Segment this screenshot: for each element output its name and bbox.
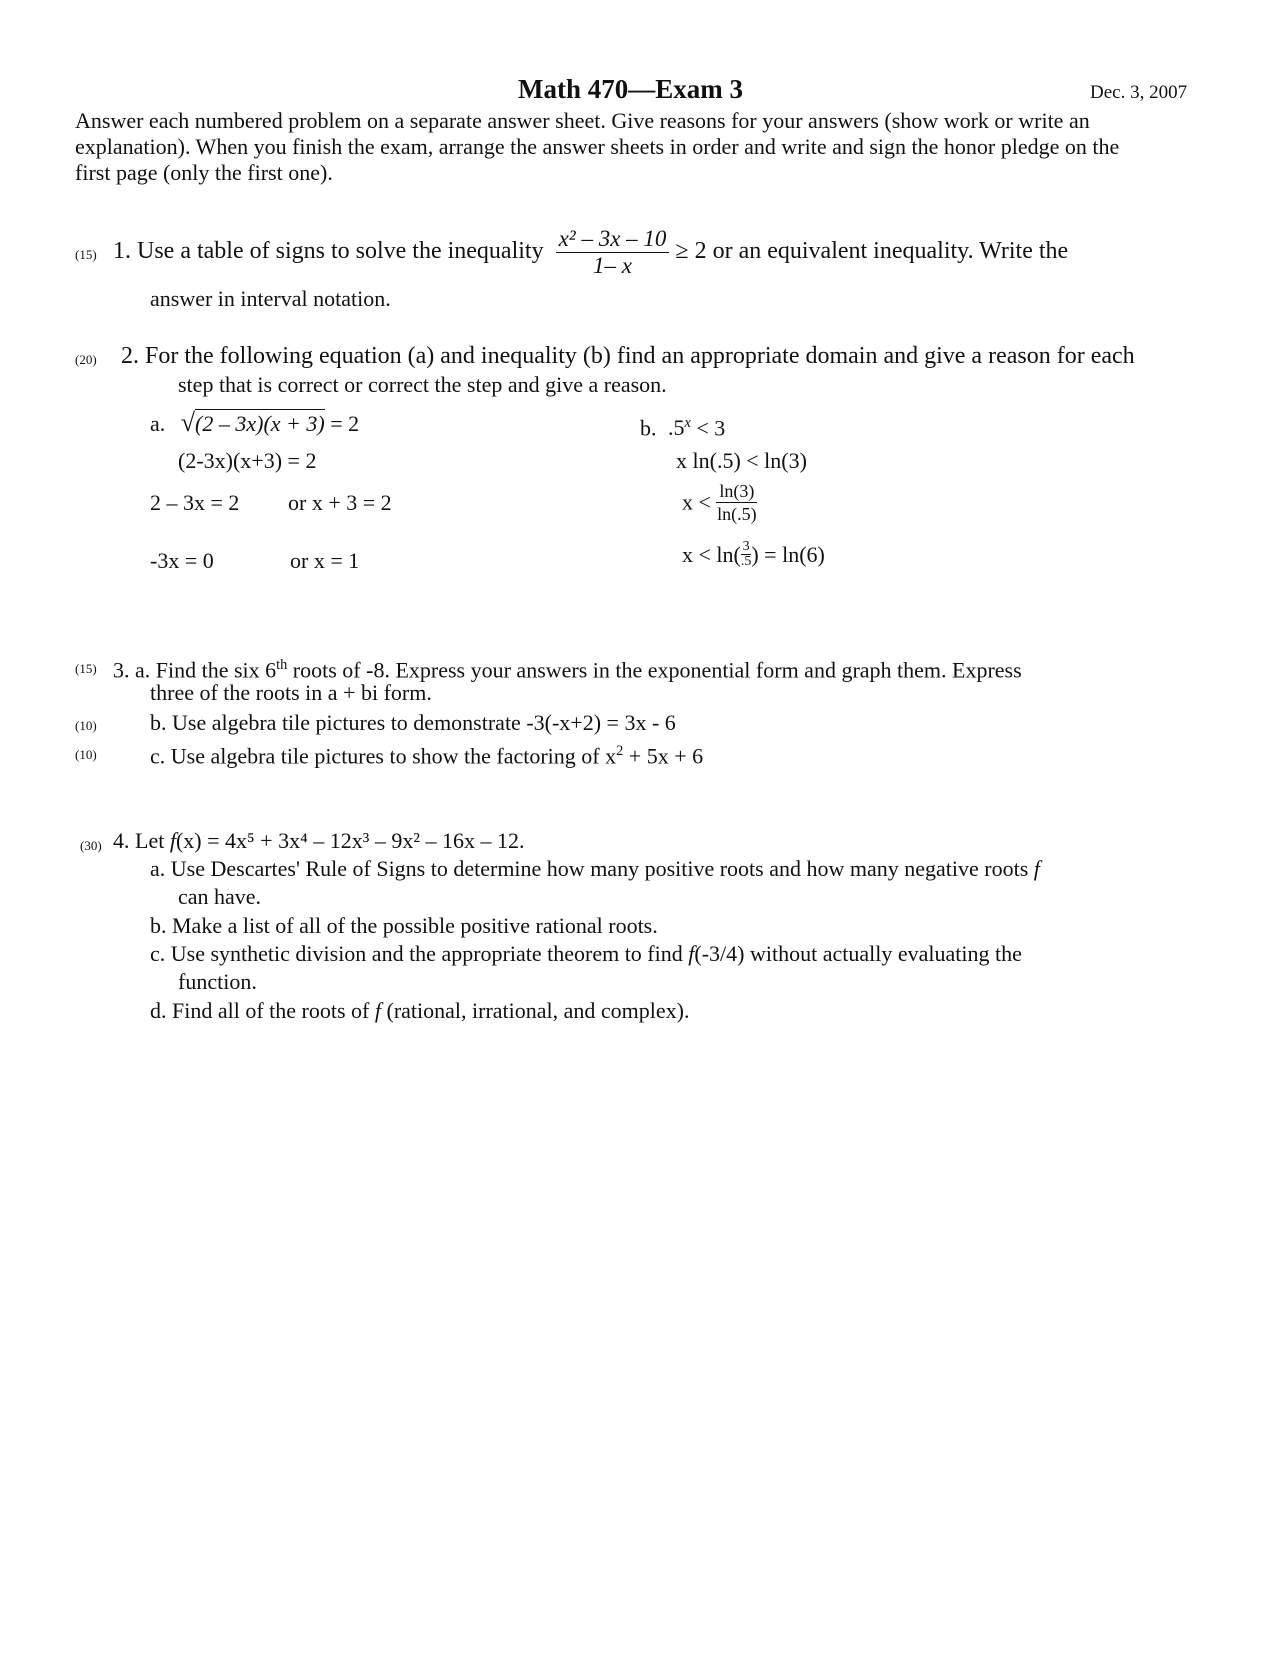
problem-2a-radicand: (2 – 3x)(x + 3) xyxy=(195,411,325,436)
problem-2b-label: b. xyxy=(640,415,657,441)
problem-4d-line-post: (rational, irrational, and complex). xyxy=(381,998,690,1023)
problem-2b-step-3-numerator: 3 xyxy=(742,539,750,555)
problem-1-points: (15) xyxy=(75,247,97,262)
problem-2b-rhs: < 3 xyxy=(696,415,726,441)
problem-4-poly: (x) = 4x⁵ + 3x⁴ – 12x³ – 9x² – 16x – 12. xyxy=(175,828,525,853)
problem-2b-step-3 xyxy=(682,540,825,569)
sqrt-icon: √ xyxy=(180,408,196,437)
problem-4a-line-1-text: a. Use Descartes' Rule of Signs to determine how many positive roots and how many negative roots xyxy=(150,856,1029,881)
instructions-line-3: first page (only the first one). xyxy=(75,160,333,185)
problem-3b-line: b. Use algebra tile pictures to demonstrate -3(-x+2) = 3x - 6 xyxy=(150,710,676,735)
problem-4c-line-1-pre: c. Use synthetic division and the appropriate theorem to find xyxy=(150,941,689,966)
problem-3c-line-pre: c. Use algebra tile pictures to show the factoring of x xyxy=(150,743,617,769)
problem-2a-step-3-left: -3x = 0 xyxy=(150,548,214,573)
problem-2b-base: .5 xyxy=(668,415,685,441)
problem-2b-step-2-denominator: ln(.5) xyxy=(717,504,757,524)
problem-4d-f: f xyxy=(374,998,381,1023)
problem-2b-inequality xyxy=(640,410,725,441)
page-title: Math 470—Exam 3 xyxy=(518,74,743,104)
problem-4c-line-1 xyxy=(150,941,1022,967)
problem-2a-step-3-right: or x = 1 xyxy=(290,548,360,573)
problem-4-statement xyxy=(113,828,524,854)
problem-2a-step-2-right: or x + 3 = 2 xyxy=(288,490,392,515)
problem-3a-line-1-sup: th xyxy=(276,657,288,673)
problem-1-line-2: answer in interval notation. xyxy=(150,286,391,311)
problem-1-numerator: x² – 3x – 10 xyxy=(556,226,670,253)
problem-1-denominator: 1– x xyxy=(593,253,632,278)
problem-4c-line-2: function. xyxy=(178,969,257,994)
problem-2b-step-3-tail: ) = ln(6) xyxy=(751,541,825,567)
instructions-line-1: Answer each numbered problem on a separate answer sheet. Give reasons for your answers (show work or write an xyxy=(75,108,1090,133)
problem-2-points: (20) xyxy=(75,352,97,367)
problem-2a-step-2-left: 2 – 3x = 2 xyxy=(150,490,240,515)
problem-4-lead: 4. Let xyxy=(113,828,170,853)
problem-2a-rhs: = 2 xyxy=(330,411,360,436)
problem-2b-step-2-lead: x < xyxy=(682,489,711,515)
problem-4-f: f xyxy=(169,828,176,853)
problem-3a-line-1-pre: 3. a. Find the six 6 xyxy=(113,657,277,683)
problem-2a-equation xyxy=(150,410,359,437)
instructions-line-2: explanation). When you finish the exam, arrange the answer sheets in order and write and sign the honor pledge on the xyxy=(75,134,1120,159)
problem-3c-line-post: + 5x + 6 xyxy=(623,743,704,769)
problem-1-after: ≥ 2 or an equivalent inequality. Write the xyxy=(675,238,1069,265)
problem-3c-points: (10) xyxy=(75,747,97,762)
exam-date: Dec. 3, 2007 xyxy=(1090,82,1188,103)
problem-3a-line-2: three of the roots in a + bi form. xyxy=(150,680,432,705)
problem-2-line-2: step that is correct or correct the step and give a reason. xyxy=(178,372,667,397)
problem-4a-line-1 xyxy=(150,856,1040,882)
problem-1-fraction xyxy=(556,226,670,279)
problem-4c-line-1-post: (-3/4) without actually evaluating the xyxy=(694,941,1022,966)
problem-1-statement xyxy=(113,226,1068,279)
problem-3a-line-1 xyxy=(113,652,1022,683)
problem-2b-step-2-numerator: ln(3) xyxy=(716,480,757,503)
problem-3a-points: (15) xyxy=(75,661,97,676)
problem-2a-label: a. xyxy=(150,411,166,436)
problem-4c-f: f xyxy=(688,941,695,966)
problem-2-line-1: 2. For the following equation (a) and inequality (b) find an appropriate domain and give a reason for each xyxy=(121,343,1135,369)
problem-4a-line-2: can have. xyxy=(178,884,262,909)
problem-4-points: (30) xyxy=(80,838,102,853)
problem-2a-step-1: (2-3x)(x+3) = 2 xyxy=(178,448,317,473)
problem-3c-line xyxy=(150,738,703,769)
problem-2b-step-3-lead: x < ln( xyxy=(682,541,741,567)
problem-2b-exponent: x xyxy=(684,415,691,431)
problem-3b-points: (10) xyxy=(75,718,97,733)
problem-2b-step-2-fraction xyxy=(716,480,757,525)
problem-4a-f: f xyxy=(1033,856,1040,881)
problem-2b-step-3-denominator: .5 xyxy=(740,554,752,570)
problem-3c-line-sup: 2 xyxy=(616,743,624,759)
problem-2b-step-2 xyxy=(682,480,757,525)
problem-4b-line: b. Make a list of all of the possible positive rational roots. xyxy=(150,913,658,938)
problem-4d-line-pre: d. Find all of the roots of xyxy=(150,998,375,1023)
problem-2b-step-1: x ln(.5) < ln(3) xyxy=(676,448,807,473)
problem-3a-line-1-post: roots of -8. Express your answers in the exponential form and graph them. Express xyxy=(287,657,1022,683)
problem-1-lead: 1. Use a table of signs to solve the inequality xyxy=(113,238,544,265)
problem-2b-step-3-fraction xyxy=(741,540,752,569)
problem-4d-line xyxy=(150,998,690,1024)
